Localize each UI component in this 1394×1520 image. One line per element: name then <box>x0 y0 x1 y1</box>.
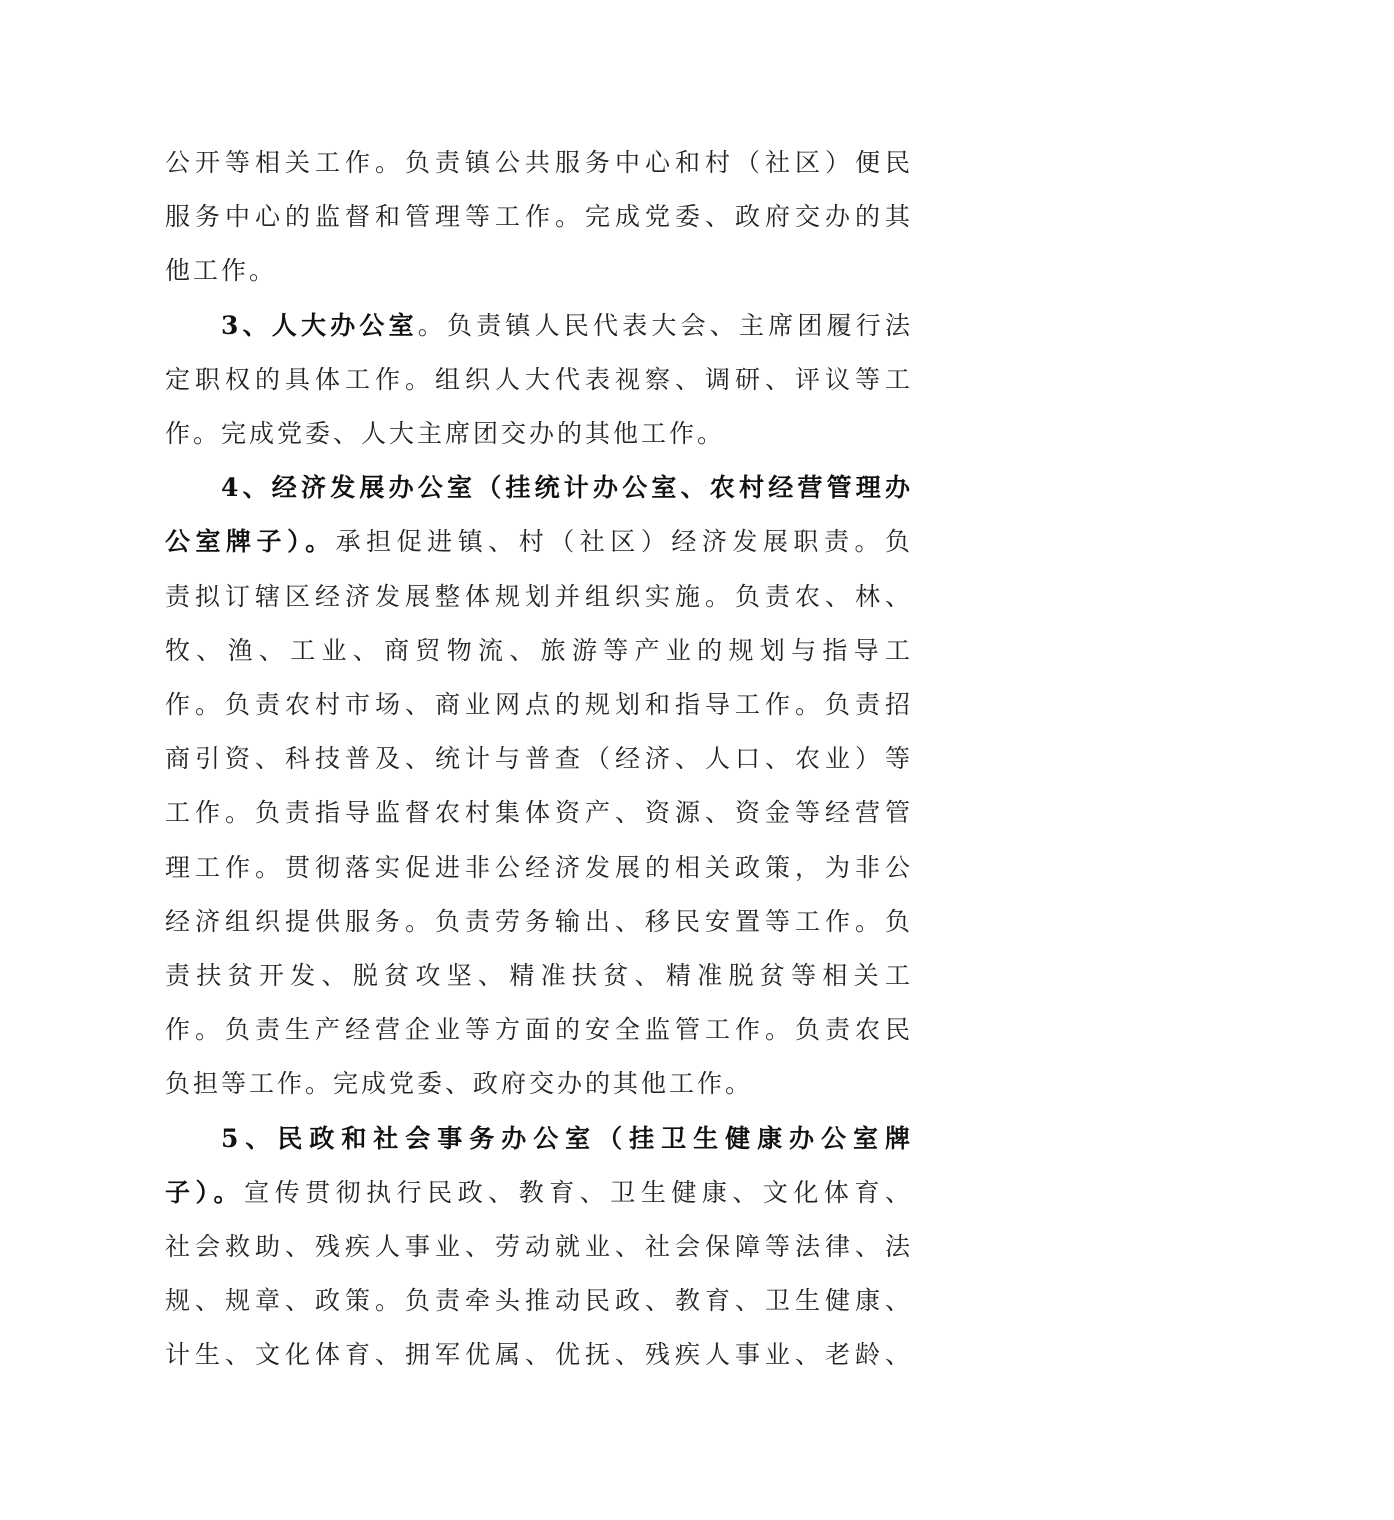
text-line: 定职权的具体工作。组织人大代表视察、调研、评议等工 <box>165 364 913 394</box>
text-run: 宣传贯彻执行民政、教育、卫生健康、文化体育、 <box>244 1177 913 1207</box>
paragraph-5-civil-affairs-office <box>165 1112 913 1383</box>
text-line: 作。负责生产经营企业等方面的安全监管工作。负责农民 <box>165 1015 913 1045</box>
text-line <box>165 1166 913 1220</box>
text-line: 作。完成党委、人大主席团交办的其他工作。 <box>165 419 726 449</box>
text-line: 服务中心的监督和管理等工作。完成党委、政府交办的其 <box>165 202 913 232</box>
text-line <box>165 515 913 569</box>
text-line: 责拟订辖区经济发展整体规划并组织实施。负责农、林、 <box>165 581 913 611</box>
paragraph-continuation <box>165 136 913 299</box>
text-line: 负担等工作。完成党委、政府交办的其他工作。 <box>165 1069 754 1099</box>
text-line <box>165 299 913 353</box>
document-body <box>165 136 913 1383</box>
text-line: 计生、文化体育、拥军优属、优抚、残疾人事业、老龄、 <box>165 1340 913 1370</box>
section-heading: 4、经济发展办公室（挂统计办公室、农村经营管理办 <box>221 473 913 503</box>
text-line: 牧、渔、工业、商贸物流、旅游等产业的规划与指导工 <box>165 635 913 665</box>
section-heading: 5、民政和社会事务办公室（挂卫生健康办公室牌 <box>221 1123 913 1153</box>
paragraph-4-economic-office <box>165 461 913 1111</box>
text-line: 公开等相关工作。负责镇公共服务中心和村（社区）便民 <box>165 148 913 177</box>
text-run: 。负责镇人民代表大会、主席团履行法 <box>417 310 913 340</box>
text-line: 作。负责农村市场、商业网点的规划和指导工作。负责招 <box>165 690 913 720</box>
section-heading: 3、人大办公室 <box>221 310 418 340</box>
text-line: 经济组织提供服务。负责劳务输出、移民安置等工作。负 <box>165 906 913 936</box>
text-line: 商引资、科技普及、统计与普查（经济、人口、农业）等 <box>165 744 913 774</box>
text-line: 规、规章、政策。负责牵头推动民政、教育、卫生健康、 <box>165 1286 913 1316</box>
text-line: 工作。负责指导监督农村集体资产、资源、资金等经营管 <box>165 798 913 828</box>
text-line: 他工作。 <box>165 256 278 286</box>
section-heading-cont: 公室牌子）。 <box>165 527 336 557</box>
paragraph-3-npc-office <box>165 299 913 462</box>
text-line: 社会救助、残疾人事业、劳动就业、社会保障等法律、法 <box>165 1232 913 1262</box>
text-run: 承担促进镇、村（社区）经济发展职责。负 <box>335 527 913 557</box>
text-line: 责扶贫开发、脱贫攻坚、精准扶贫、精准脱贫等相关工 <box>165 961 913 991</box>
section-heading-cont: 子）。 <box>165 1177 245 1207</box>
text-line: 理工作。贯彻落实促进非公经济发展的相关政策，为非公 <box>165 852 913 882</box>
